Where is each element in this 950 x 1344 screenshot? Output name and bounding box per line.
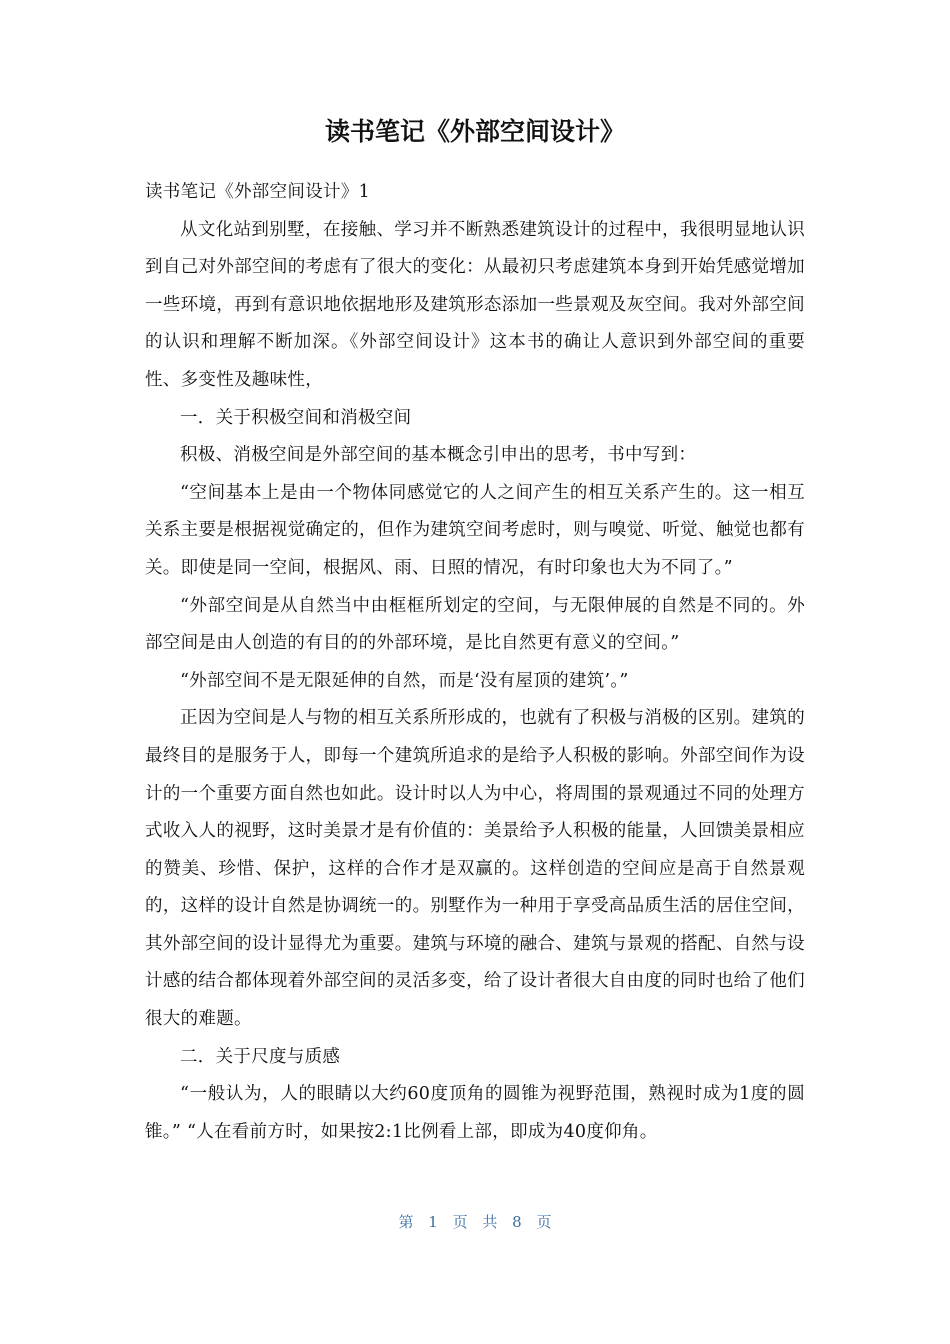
section-heading: 读书笔记《外部空间设计》1 bbox=[145, 182, 371, 202]
quote-paragraph: “外部空间不是无限延伸的自然，而是‘没有屋顶的建筑’。” bbox=[180, 670, 629, 691]
paragraph: 正因为空间是人与物的相互关系所形成的，也就有了积极与消极的区别。建筑的最终目的是服务于人，即每一个建筑所追求的是给予人积极的影响。外部空间作为设计的一个重要方面自然也如此。设计时以人为中心，将周围的景观通过不同的处理方式收入人的视野，这时美景才是有价值的：美景给予人积极的能量，人回馈美景相应的赞美、珍惜、保护，这样的合作才是双赢的。这样创造的空间应是高于自然景观的，这样的设计自然是协调统一的。别墅作为一种用于享受高品质生活的居住空间，其外部空间的设计显得尤为重要。建筑与环境的融合、建筑与景观的搭配、自然与设计感的结合都体现着外部空间的灵活多变，给了设计者很大自由度的同时也给了他们很大的难题。 bbox=[145, 708, 805, 1030]
subsection-heading: 二．关于尺度与质感 bbox=[180, 1046, 341, 1067]
paragraph: 积极、消极空间是外部空间的基本概念引申出的思考，书中写到： bbox=[180, 445, 697, 466]
quote-paragraph: “外部空间是从自然当中由框框所划定的空间，与无限伸展的自然是不同的。外部空间是由人创造的有目的的外部环境，是比自然更有意义的空间。” bbox=[145, 595, 805, 654]
document-body bbox=[145, 174, 805, 1151]
paragraph: 从文化站到别墅，在接触、学习并不断熟悉建筑设计的过程中，我很明显地认识到自己对外部空间的考虑有了很大的变化：从最初只考虑建筑本身到开始凭感觉增加一些环境，再到有意识地依据地形及建筑形态添加一些景观及灰空间。我对外部空间的认识和理解不断加深。《外部空间设计》这本书的确让人意识到外部空间的重要性、多变性及趣味性， bbox=[145, 219, 805, 390]
quote-paragraph: “空间基本上是由一个物体同感觉它的人之间产生的相互关系产生的。这一相互关系主要是根据视觉确定的，但作为建筑空间考虑时，则与嗅觉、听觉、触觉也都有关。即使是同一空间，根据风、雨、日照的情况，有时印象也大为不同了。” bbox=[145, 482, 805, 578]
page-indicator: 第 1 页 共 8 页 bbox=[398, 1213, 552, 1231]
quote-paragraph: “一般认为，人的眼睛以大约60度顶角的圆锥为视野范围，熟视时成为1度的圆锥。” “人在看前方时，如果按2:1比例看上部，即成为40度仰角。 bbox=[145, 1084, 805, 1142]
document-title: 读书笔记《外部空间设计》 bbox=[324, 117, 625, 146]
subsection-heading: 一．关于积极空间和消极空间 bbox=[180, 407, 412, 428]
